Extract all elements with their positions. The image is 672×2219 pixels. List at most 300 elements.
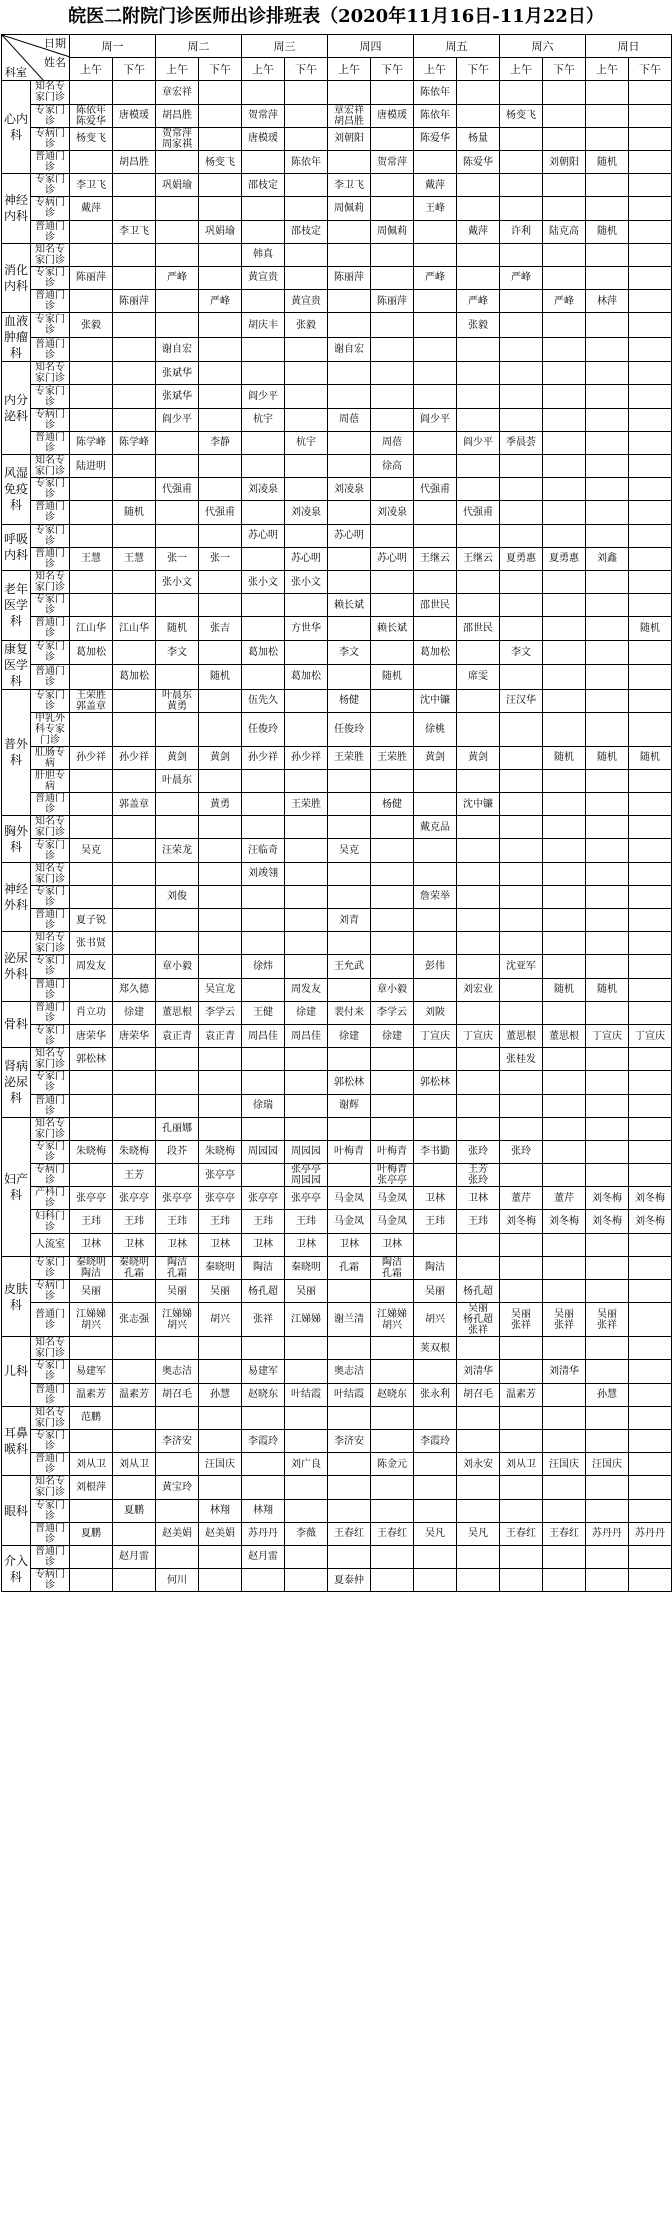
doctor-cell: [199, 362, 242, 385]
doctor-cell: [371, 174, 414, 197]
doctor-cell: [156, 501, 199, 524]
schedule-row: [2, 1522, 672, 1545]
schedule-row: [2, 478, 672, 501]
schedule-row: [2, 243, 672, 266]
doctor-cell: [414, 1094, 457, 1117]
schedule-row: [2, 955, 672, 978]
doctor-cell: [285, 362, 328, 385]
doctor-cell: [371, 1094, 414, 1117]
doctor-cell: [242, 793, 285, 816]
doctor-cell: [328, 150, 371, 173]
doctor-cell: 卫林: [414, 1187, 457, 1210]
doctor-cell: 陶洁 孔霜: [156, 1256, 199, 1279]
doctor-cell: [629, 769, 672, 792]
clinic-type: 普通门诊: [31, 1094, 70, 1117]
doctor-cell: 袁正青: [156, 1024, 199, 1047]
doctor-cell: [586, 665, 629, 690]
doctor-cell: 王继云: [414, 547, 457, 570]
clinic-type: 专病门诊: [31, 127, 70, 150]
doctor-cell: 叶晨东: [156, 769, 199, 792]
schedule-row: [2, 266, 672, 289]
doctor-cell: [199, 909, 242, 932]
doctor-cell: [199, 594, 242, 617]
doctor-cell: [285, 712, 328, 746]
am-header: 上午: [500, 58, 543, 81]
doctor-cell: 卫林: [457, 1187, 500, 1210]
doctor-cell: [199, 337, 242, 362]
doctor-cell: 奥志洁: [156, 1360, 199, 1383]
doctor-cell: 黄宣贵: [285, 290, 328, 313]
doctor-cell: 董芹: [543, 1187, 586, 1210]
doctor-cell: [113, 1476, 156, 1499]
doctor-cell: [328, 1406, 371, 1429]
doctor-cell: [500, 501, 543, 524]
doctor-cell: [543, 408, 586, 431]
doctor-cell: 戴萍: [70, 197, 113, 220]
doctor-cell: [156, 290, 199, 313]
doctor-cell: 章小毅: [371, 978, 414, 1001]
doctor-cell: 刘宏业: [457, 978, 500, 1001]
doctor-cell: [242, 150, 285, 173]
doctor-cell: [457, 932, 500, 955]
doctor-cell: [500, 1233, 543, 1256]
doctor-cell: [156, 524, 199, 547]
doctor-cell: [543, 1048, 586, 1071]
doctor-cell: 李文: [156, 640, 199, 665]
doctor-cell: [457, 266, 500, 289]
doctor-cell: [629, 408, 672, 431]
doctor-cell: [543, 1337, 586, 1360]
doctor-cell: [500, 243, 543, 266]
doctor-cell: 韩真: [242, 243, 285, 266]
doctor-cell: 马金凤: [328, 1210, 371, 1233]
doctor-cell: [199, 104, 242, 127]
clinic-type: 专家门诊: [31, 1360, 70, 1383]
doctor-cell: [586, 793, 629, 816]
doctor-cell: 徐瑞: [242, 1094, 285, 1117]
clinic-type: 知名专家门诊: [31, 862, 70, 885]
doctor-cell: [457, 1406, 500, 1429]
doctor-cell: [543, 1071, 586, 1094]
doctor-cell: 董芹: [500, 1187, 543, 1210]
doctor-cell: 王慧: [113, 547, 156, 570]
doctor-cell: [113, 1280, 156, 1303]
doctor-cell: [500, 746, 543, 769]
doctor-cell: 夏勇惠: [500, 547, 543, 570]
doctor-cell: [328, 793, 371, 816]
doctor-cell: 徐桃: [414, 712, 457, 746]
doctor-cell: [586, 1140, 629, 1163]
doctor-cell: [543, 174, 586, 197]
schedule-row: [2, 862, 672, 885]
doctor-cell: [70, 769, 113, 792]
schedule-row: [2, 978, 672, 1001]
doctor-cell: [285, 385, 328, 408]
doctor-cell: [414, 1476, 457, 1499]
doctor-cell: 张毅: [70, 313, 113, 338]
doctor-cell: [629, 501, 672, 524]
doctor-cell: [629, 978, 672, 1001]
doctor-cell: [70, 712, 113, 746]
department-name: 耳鼻喉科: [2, 1406, 31, 1476]
schedule-row: [2, 1094, 672, 1117]
doctor-cell: [586, 909, 629, 932]
clinic-type: 产科门诊: [31, 1187, 70, 1210]
doctor-cell: 随机: [586, 150, 629, 173]
doctor-cell: 伍先久: [242, 689, 285, 712]
doctor-cell: [457, 862, 500, 885]
doctor-cell: 张永利: [414, 1383, 457, 1406]
clinic-type: 专家门诊: [31, 1140, 70, 1163]
doctor-cell: [328, 885, 371, 908]
department-name: 消化内科: [2, 243, 31, 313]
doctor-cell: 温素芳: [70, 1383, 113, 1406]
doctor-cell: [414, 617, 457, 640]
doctor-cell: [457, 104, 500, 127]
doctor-cell: 胡昌胜: [113, 150, 156, 173]
doctor-cell: [113, 337, 156, 362]
doctor-cell: 刘广良: [285, 1453, 328, 1476]
doctor-cell: [113, 640, 156, 665]
clinic-type: 普通门诊: [31, 1522, 70, 1545]
doctor-cell: [199, 769, 242, 792]
doctor-cell: [457, 243, 500, 266]
doctor-cell: 杨孔超: [457, 1280, 500, 1303]
doctor-cell: [457, 909, 500, 932]
doctor-cell: [586, 1360, 629, 1383]
doctor-cell: [285, 932, 328, 955]
doctor-cell: [70, 81, 113, 104]
schedule-row: [2, 150, 672, 173]
doctor-cell: [500, 150, 543, 173]
doctor-cell: [70, 478, 113, 501]
doctor-cell: [543, 1164, 586, 1187]
doctor-cell: [242, 501, 285, 524]
doctor-cell: [543, 769, 586, 792]
doctor-cell: [242, 290, 285, 313]
doctor-cell: [543, 1094, 586, 1117]
schedule-row: [2, 220, 672, 243]
department-name: 心内科: [2, 81, 31, 174]
schedule-row: [2, 1140, 672, 1163]
doctor-cell: [113, 197, 156, 220]
doctor-cell: [543, 955, 586, 978]
doctor-cell: [371, 1569, 414, 1592]
doctor-cell: [500, 932, 543, 955]
doctor-cell: 唐荣华: [113, 1024, 156, 1047]
doctor-cell: [371, 385, 414, 408]
doctor-cell: 邵枝定: [285, 220, 328, 243]
doctor-cell: [70, 1499, 113, 1522]
doctor-cell: [629, 1499, 672, 1522]
doctor-cell: [414, 909, 457, 932]
doctor-cell: [500, 1360, 543, 1383]
day-header: 周六: [500, 35, 586, 58]
doctor-cell: [371, 1545, 414, 1568]
doctor-cell: 徐建: [371, 1024, 414, 1047]
doctor-cell: 随机: [199, 665, 242, 690]
doctor-cell: 胡庆丰: [242, 313, 285, 338]
doctor-cell: 王玮: [242, 1210, 285, 1233]
schedule-row: [2, 665, 672, 690]
doctor-cell: [414, 290, 457, 313]
doctor-cell: 吴丽: [70, 1280, 113, 1303]
doctor-cell: 赖长斌: [371, 617, 414, 640]
schedule-row: [2, 1001, 672, 1024]
clinic-type: 专家门诊: [31, 1024, 70, 1047]
doctor-cell: [500, 769, 543, 792]
doctor-cell: [199, 266, 242, 289]
doctor-cell: [156, 1094, 199, 1117]
doctor-cell: 丁宣庆: [414, 1024, 457, 1047]
doctor-cell: 周昌佳: [285, 1024, 328, 1047]
doctor-cell: [285, 885, 328, 908]
doctor-cell: 唐荣华: [70, 1024, 113, 1047]
doctor-cell: [586, 313, 629, 338]
doctor-cell: [328, 455, 371, 478]
doctor-cell: [500, 570, 543, 593]
doctor-cell: [500, 337, 543, 362]
doctor-cell: [500, 1569, 543, 1592]
doctor-cell: [371, 478, 414, 501]
doctor-cell: [199, 932, 242, 955]
doctor-cell: 周佩莉: [371, 220, 414, 243]
schedule-row: [2, 1406, 672, 1429]
doctor-cell: [629, 839, 672, 862]
schedule-row: [2, 1280, 672, 1303]
doctor-cell: 葛加松: [242, 640, 285, 665]
doctor-cell: [586, 337, 629, 362]
doctor-cell: 刘竣翎: [242, 862, 285, 885]
doctor-cell: 季晨荟: [500, 431, 543, 454]
doctor-cell: 代强甫: [199, 501, 242, 524]
schedule-row: [2, 1383, 672, 1406]
schedule-row: [2, 909, 672, 932]
doctor-cell: 李学云: [371, 1001, 414, 1024]
doctor-cell: [371, 127, 414, 150]
doctor-cell: 张亭亭: [199, 1164, 242, 1187]
doctor-cell: [543, 431, 586, 454]
doctor-cell: [586, 104, 629, 127]
doctor-cell: 葛加松: [113, 665, 156, 690]
doctor-cell: [285, 594, 328, 617]
doctor-cell: [457, 1476, 500, 1499]
doctor-cell: 贺常萍: [371, 150, 414, 173]
am-header: 上午: [70, 58, 113, 81]
doctor-cell: [629, 1406, 672, 1429]
doctor-cell: [586, 1280, 629, 1303]
schedule-row: [2, 1024, 672, 1047]
doctor-cell: [500, 885, 543, 908]
doctor-cell: [543, 1117, 586, 1140]
doctor-cell: [586, 955, 629, 978]
doctor-cell: [500, 1117, 543, 1140]
doctor-cell: 赵月雷: [242, 1545, 285, 1568]
doctor-cell: [70, 570, 113, 593]
doctor-cell: [113, 1337, 156, 1360]
doctor-cell: 夏子锐: [70, 909, 113, 932]
doctor-cell: 陈依年 陈爱华: [70, 104, 113, 127]
doctor-cell: 郭松林: [328, 1071, 371, 1094]
doctor-cell: [156, 1337, 199, 1360]
doctor-cell: [328, 362, 371, 385]
doctor-cell: 阎少平: [156, 408, 199, 431]
doctor-cell: [113, 1522, 156, 1545]
doctor-cell: 胡昌胜: [156, 104, 199, 127]
doctor-cell: [285, 909, 328, 932]
doctor-cell: [242, 362, 285, 385]
day-header: 周二: [156, 35, 242, 58]
doctor-cell: [586, 640, 629, 665]
doctor-cell: 吴丽 杨孔超 张祥: [457, 1303, 500, 1337]
doctor-cell: 夏勇惠: [543, 547, 586, 570]
doctor-cell: 叶梅青: [328, 1140, 371, 1163]
doctor-cell: [328, 385, 371, 408]
doctor-cell: 周蓓: [371, 431, 414, 454]
corner-date-label: 日期: [44, 37, 66, 50]
doctor-cell: 李静: [199, 431, 242, 454]
doctor-cell: [328, 431, 371, 454]
doctor-cell: [285, 455, 328, 478]
doctor-cell: 张玲: [500, 1140, 543, 1163]
doctor-cell: 代强甫: [457, 501, 500, 524]
doctor-cell: [199, 1094, 242, 1117]
doctor-cell: 戴克品: [414, 816, 457, 839]
doctor-cell: [113, 313, 156, 338]
doctor-cell: [199, 1117, 242, 1140]
doctor-cell: [457, 362, 500, 385]
doctor-cell: [285, 1360, 328, 1383]
doctor-cell: [70, 1545, 113, 1568]
clinic-type: 专家门诊: [31, 174, 70, 197]
pm-header: 下午: [113, 58, 156, 81]
doctor-cell: [113, 1117, 156, 1140]
doctor-cell: [414, 337, 457, 362]
doctor-cell: [242, 1117, 285, 1140]
doctor-cell: [113, 909, 156, 932]
doctor-cell: [586, 455, 629, 478]
am-header: 上午: [414, 58, 457, 81]
doctor-cell: 张桂发: [500, 1048, 543, 1071]
doctor-cell: [328, 81, 371, 104]
doctor-cell: 张小文: [156, 570, 199, 593]
department-name: 神经外科: [2, 862, 31, 932]
doctor-cell: [156, 862, 199, 885]
doctor-cell: 孙少祥: [285, 746, 328, 769]
clinic-type: 肝胆专病: [31, 769, 70, 792]
doctor-cell: 张亭亭: [70, 1187, 113, 1210]
doctor-cell: 随机: [586, 220, 629, 243]
doctor-cell: [70, 885, 113, 908]
doctor-cell: [70, 220, 113, 243]
doctor-cell: [328, 932, 371, 955]
doctor-cell: [543, 665, 586, 690]
doctor-cell: 胡召毛: [457, 1383, 500, 1406]
doctor-cell: [414, 243, 457, 266]
doctor-cell: [70, 1117, 113, 1140]
doctor-cell: 易建军: [242, 1360, 285, 1383]
schedule-row: [2, 501, 672, 524]
doctor-cell: [285, 408, 328, 431]
clinic-type: 专家门诊: [31, 955, 70, 978]
doctor-cell: [500, 1429, 543, 1452]
doctor-cell: 陈依年: [414, 104, 457, 127]
doctor-cell: [457, 174, 500, 197]
schedule-row: [2, 769, 672, 792]
doctor-cell: [156, 909, 199, 932]
department-name: 康复医学科: [2, 640, 31, 689]
doctor-cell: [543, 1383, 586, 1406]
doctor-cell: [586, 862, 629, 885]
doctor-cell: [113, 955, 156, 978]
doctor-cell: [500, 665, 543, 690]
doctor-cell: [371, 362, 414, 385]
schedule-row: [2, 1337, 672, 1360]
doctor-cell: 肖立功: [70, 1001, 113, 1024]
doctor-cell: 陈学峰: [113, 431, 156, 454]
doctor-cell: [328, 243, 371, 266]
doctor-cell: [414, 978, 457, 1001]
doctor-cell: [629, 640, 672, 665]
doctor-cell: [113, 81, 156, 104]
schedule-row: [2, 455, 672, 478]
doctor-cell: [199, 174, 242, 197]
doctor-cell: [242, 665, 285, 690]
doctor-cell: 陈学峰: [70, 431, 113, 454]
doctor-cell: 江山华: [70, 617, 113, 640]
doctor-cell: [629, 1094, 672, 1117]
doctor-cell: 黄剑: [457, 746, 500, 769]
doctor-cell: 苏丹丹: [629, 1522, 672, 1545]
doctor-cell: [414, 313, 457, 338]
doctor-cell: [500, 81, 543, 104]
doctor-cell: [586, 885, 629, 908]
doctor-cell: 何川: [156, 1569, 199, 1592]
clinic-type: 专家门诊: [31, 640, 70, 665]
doctor-cell: [586, 1569, 629, 1592]
doctor-cell: [371, 1476, 414, 1499]
doctor-cell: [156, 313, 199, 338]
doctor-cell: [629, 909, 672, 932]
doctor-cell: 汪国庆: [543, 1453, 586, 1476]
doctor-cell: [371, 594, 414, 617]
doctor-cell: [199, 455, 242, 478]
doctor-cell: [543, 862, 586, 885]
doctor-cell: [629, 1453, 672, 1476]
doctor-cell: [629, 1001, 672, 1024]
doctor-cell: 秦晓明: [199, 1256, 242, 1279]
doctor-cell: [586, 197, 629, 220]
day-header: 周四: [328, 35, 414, 58]
doctor-cell: [500, 1164, 543, 1187]
doctor-cell: [371, 81, 414, 104]
doctor-cell: [113, 712, 156, 746]
doctor-cell: [371, 1360, 414, 1383]
clinic-type: 知名专家门诊: [31, 570, 70, 593]
doctor-cell: [156, 793, 199, 816]
doctor-cell: 汪临奇: [242, 839, 285, 862]
doctor-cell: [629, 243, 672, 266]
doctor-cell: [242, 932, 285, 955]
doctor-cell: [457, 594, 500, 617]
doctor-cell: 温素芳: [500, 1383, 543, 1406]
doctor-cell: [371, 816, 414, 839]
doctor-cell: 席雯: [457, 665, 500, 690]
page-title: 皖医二附院门诊医师出诊排班表（2020年11月16日-11月22日）: [68, 6, 604, 27]
doctor-cell: 马金凤: [328, 1187, 371, 1210]
doctor-cell: 陈丽萍: [371, 290, 414, 313]
doctor-cell: [371, 1429, 414, 1452]
